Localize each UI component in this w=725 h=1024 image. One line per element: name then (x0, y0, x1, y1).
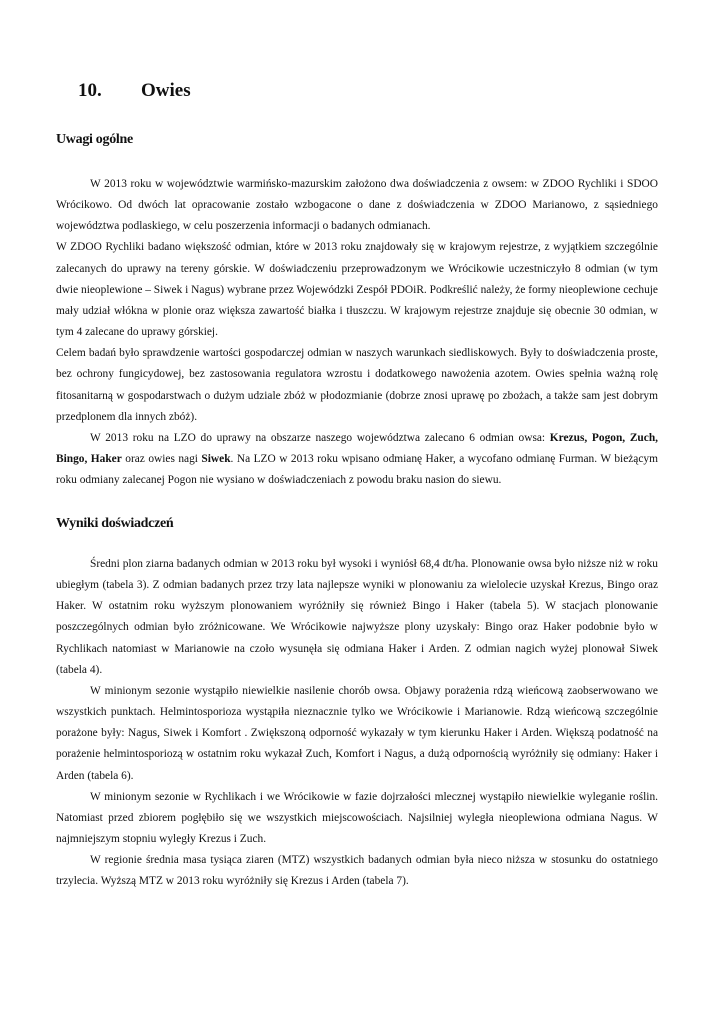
paragraph: Celem badań było sprawdzenie wartości gospodarczej odmian w naszych warunkach siedliskowych. Były to doświadczenia proste, bez ochrony fungicydowej, bez zastosowania regulatora wzrostu i dodatkowego nawożenia azotem. Owies spełnia ważną rolę fitosanitarną w gospodarstwach o dużym udziale zbóż w płodozmianie (dobrze znosi uprawę po zbożach, a także sam jest dobrym przedplonem dla innych zbóż). (56, 347, 658, 423)
text-run: W 2013 roku na LZO do uprawy na obszarze naszego województwa zalecano 6 odmian owsa: (90, 431, 550, 444)
paragraph-recommended-varieties (56, 428, 658, 491)
paragraph: W ZDOO Rychliki badano większość odmian, które w 2013 roku znajdowały się w krajowym rejestrze, z wyjątkiem szczególnie zalecanych do uprawy na tereny górskie. W doświadczeniu przeprowadzonym we Wrócikowie uczestniczyło 8 odmian (w tym dwie nieoplewione – Siwek i Nagus) wybrane przez Wojewódzki Zespół PDOiR. Podkreślić należy, że formy nieoplewione cechuje mały udział włókna w plonie oraz większa zawartość białka i tłuszczu. W krajowym rejestrze znajduje się obecnie 30 odmian, w tym 4 zalecane do uprawy górskiej. (56, 241, 658, 339)
chapter-name: Owies (141, 80, 191, 101)
section-heading-general-remarks: Uwagi ogólne (56, 132, 133, 147)
paragraph: W 2013 roku w województwie warmińsko-mazurskim założono dwa doświadczenia z owsem: w ZDOO Rychliki i SDOO Wrócikowo. Od dwóch lat opracowanie zostało wzbogacone o dane z doświadczenia w ZDOO Marianowo, z sąsiedniego województwa podlaskiego, w celu poszerzenia informacji o badanych odmianach. (56, 178, 658, 233)
paragraph: W regionie średnia masa tysiąca ziaren (MTZ) wszystkich badanych odmian była nieco niższa w stosunku do ostatniego trzylecia. Wyższą MTZ w 2013 roku wyróżniły się Krezus i Arden (tabela 7). (56, 854, 658, 888)
section-body-trial-results (56, 554, 658, 893)
chapter-title (78, 80, 191, 102)
section-body-general-remarks (56, 174, 658, 491)
naked-oat-variety: Siwek (201, 453, 231, 466)
recommended-varieties-list: Krezus, Pogon, Zuch, Bingo, Haker (56, 431, 659, 466)
text-run: . Na LZO w 2013 roku wpisano odmianę Haker, a wycofano odmianę Furman. W bieżącym roku odmiany zalecanej Pogon nie wysiano w doświadczeniach z powodu braku nasion do siewu. (56, 453, 658, 487)
paragraph: Średni plon ziarna badanych odmian w 2013 roku był wysoki i wyniósł 68,4 dt/ha. Plonowanie owsa było niższe niż w roku ubiegłym (tabela 3). Z odmian badanych przez trzy lata najlepsze wyniki w plonowaniu za wielolecie uzyskał Krezus, Bingo oraz Haker. W ostatnim roku wyższym plonowaniem wyróżniły się również Bingo i Haker (tabela 5). W stacjach plonowanie poszczególnych odmian było zróżnicowane. We Wrócikowie najwyższe plony uzyskały: Bingo oraz Haker podobnie było w Rychlikach natomiast w Marianowie na czoło wysunęła się odmiana Haker i Arden. Z odmian nagich wyżej plonował Siwek (tabela 4). (56, 558, 658, 676)
paragraph: W minionym sezonie wystąpiło niewielkie nasilenie chorób owsa. Objawy porażenia rdzą wieńcową zaobserwowano we wszystkich punktach. Helmintosporioza wystąpiła nieznacznie tylko we Wrócikowie i Marianowie. Rdzą wieńcową szczególnie porażone były: Nagus, Siwek i Komfort . Zwiększoną odporność wykazały w tym kierunku Haker i Arden. Większą podatność na porażenie helmintosporiozą w ostatnim roku wykazał Zuch, Komfort i Nagus, a dużą odpornością wyróżniły się odmiany: Haker i Arden (tabela 6). (56, 684, 658, 782)
section-heading-trial-results: Wyniki doświadczeń (56, 516, 174, 531)
text-run: oraz owies nagi (121, 453, 202, 466)
chapter-number: 10. (78, 80, 102, 101)
paragraph: W minionym sezonie w Rychlikach i we Wrócikowie w fazie dojrzałości mlecznej wystąpiło niewielkie wyleganie roślin. Natomiast przed zbiorem pogłębiło się we wszystkich miejscowościach. Najsilniej wyległa nieoplewiona odmiana Nagus. W najmniejszym stopniu wyległy Krezus i Zuch. (56, 790, 658, 846)
